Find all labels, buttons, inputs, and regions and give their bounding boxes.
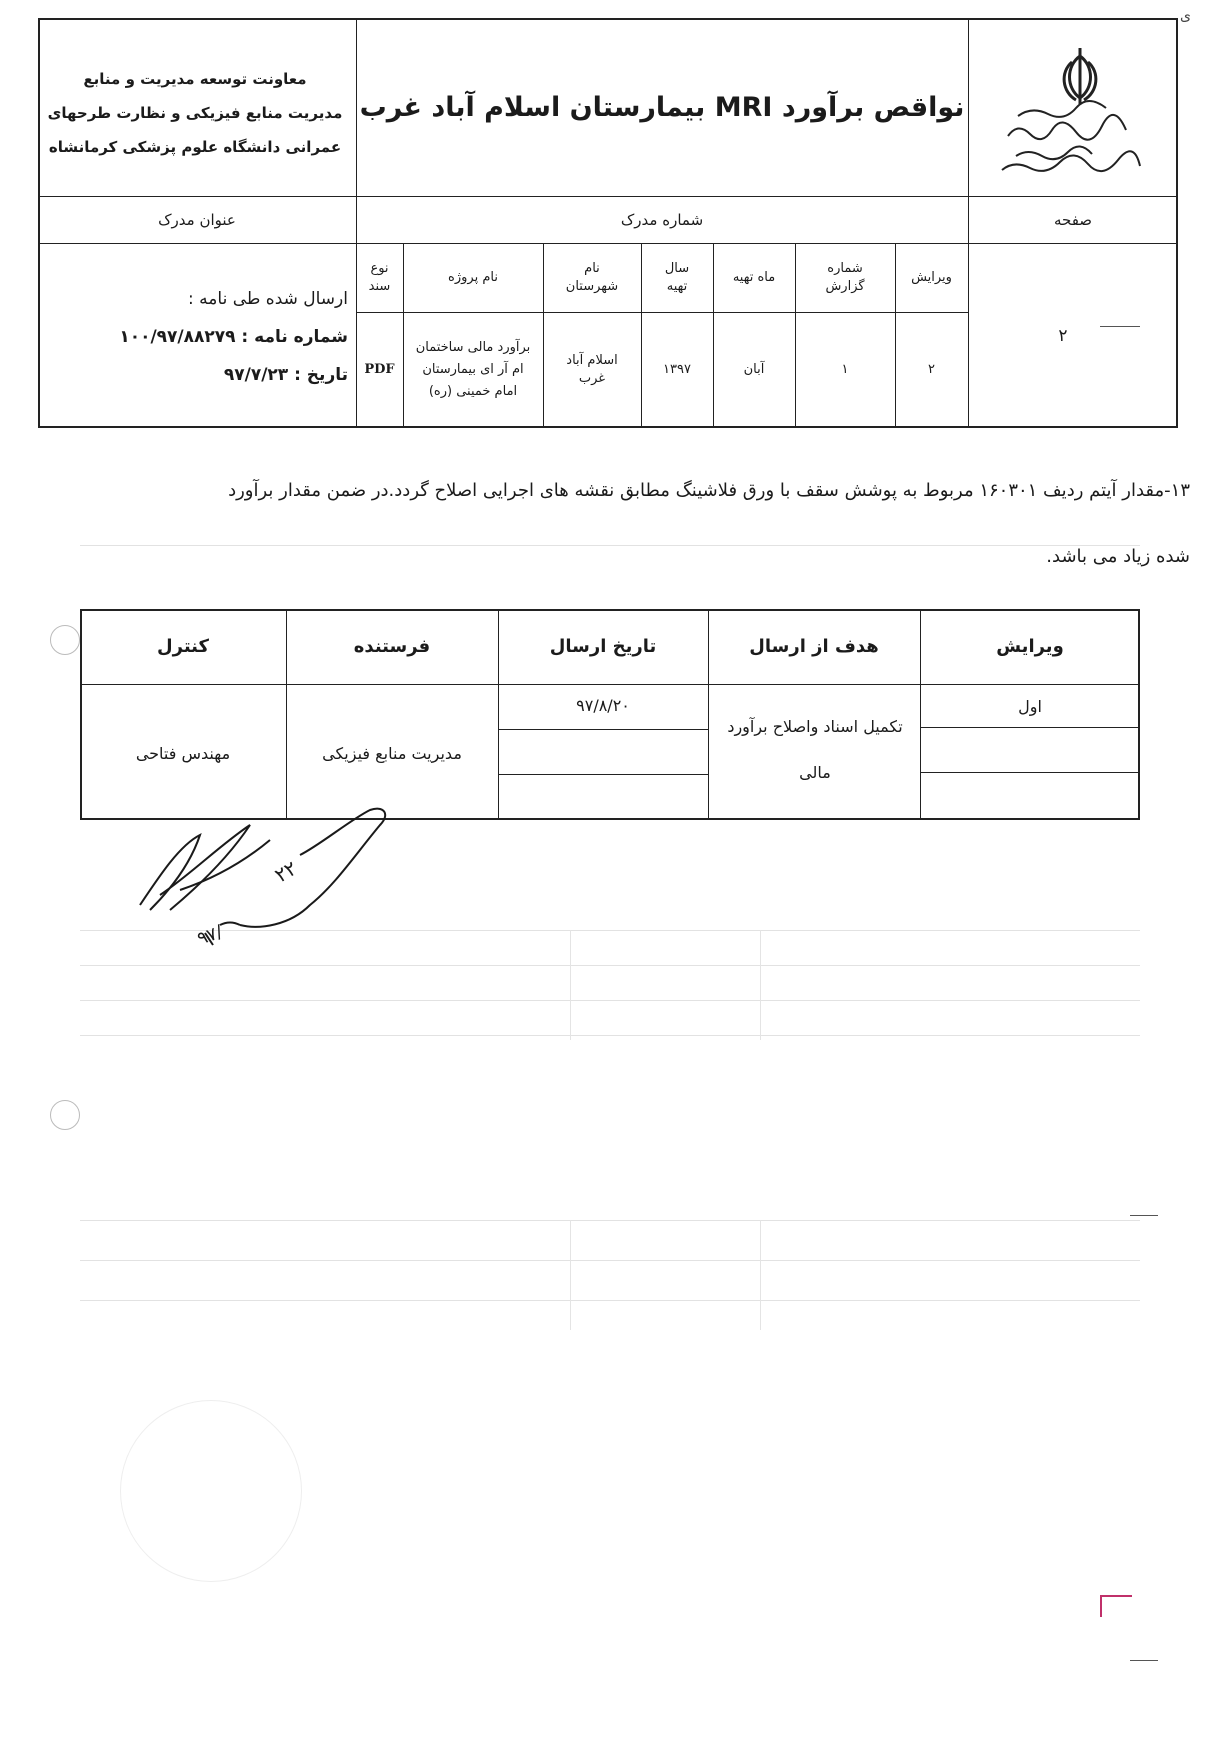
val-city: اسلام آباد غرب [566, 353, 618, 386]
bleed-vline [760, 1220, 761, 1330]
col-city: نام شهرستان [565, 260, 619, 294]
bleed-line [80, 1035, 1140, 1036]
bleed-line [80, 1000, 1140, 1001]
pen-dash [1130, 1215, 1158, 1216]
sender-value: مدیریت منابع فیزیکی [322, 743, 462, 763]
header-sender: فرستنده [353, 636, 431, 657]
sent-via-letter: ارسال شده طی نامه : [188, 289, 348, 309]
org-line-2: مدیریت منابع فیزیکی و نظارت طرحهای [47, 104, 343, 122]
send-date-value: ۹۷/۸/۲۰ [576, 695, 630, 715]
col-project: نام پروژه [448, 269, 498, 285]
defect-text-line-2: شده زیاد می باشد. [1046, 546, 1190, 567]
header-control: کنترل [157, 636, 209, 657]
header-purpose: هدف از ارسال [749, 636, 879, 657]
val-month: آبان [743, 362, 765, 377]
organization-block [40, 62, 350, 164]
bleed-line [80, 1260, 1140, 1261]
col-year: سال تهیه [664, 260, 690, 294]
doc-title-content [44, 280, 348, 394]
val-edition: ۲ [928, 362, 935, 377]
defect-text-line-1: ۱۳-مقدار آیتم ردیف ۱۶۰۳۰۱ مربوط به پوشش سقف با ورق فلاشینگ مطابق نقشه های اجرایی اصلاح گردد.در ضمن مقدار برآورد [228, 480, 1190, 501]
ministry-logo [968, 18, 1178, 196]
pen-dash [1100, 326, 1140, 327]
header-edition: ویرایش [996, 636, 1064, 657]
purpose-value: تکمیل اسناد واصلاح برآورد مالی [727, 717, 903, 782]
doc-title-label: عنوان مدرک [158, 210, 236, 229]
punch-hole [50, 625, 80, 655]
page-number-value: ۲ [1058, 325, 1068, 346]
val-project: برآورد مالی ساختمان ام آر ای بیمارستان امام خمینی (ره) [415, 340, 531, 399]
val-report-number: ۱ [841, 362, 849, 377]
val-year: ۱۳۹۷ [663, 362, 691, 377]
handwritten-note-b: ۹۷/ [194, 921, 226, 950]
stray-mark: ی [1180, 8, 1191, 24]
handwritten-signature [120, 805, 400, 975]
page-number [968, 243, 1178, 428]
document-title: نواقص برآورد MRI بیمارستان اسلام آباد غرب [359, 91, 965, 123]
doc-number-label: شماره مدرک [620, 210, 704, 229]
bleed-vline [760, 930, 761, 1040]
header-send-date: تاریخ ارسال [549, 636, 657, 657]
pen-dash [1130, 1660, 1158, 1661]
col-edition: ویرایش [911, 269, 952, 285]
val-doc-type: PDF [364, 362, 395, 377]
edition-value: اول [1018, 696, 1042, 716]
col-report-number: شماره گزارش [825, 260, 865, 294]
letter-date: تاریخ : ۹۷/۷/۲۳ [223, 365, 348, 385]
bleed-line [80, 1300, 1140, 1301]
handwritten-note-a: ۲۲ [270, 855, 302, 888]
punch-hole [50, 1100, 80, 1130]
col-month: ماه تهیه [732, 269, 776, 285]
pink-pen-mark [1100, 1595, 1132, 1617]
bleed-stamp [120, 1400, 302, 1582]
bleed-vline [570, 1220, 571, 1330]
bleed-vline [570, 930, 571, 1040]
org-line-3: عمرانی دانشگاه علوم پزشکی کرمانشاه [48, 138, 342, 156]
signature-icon [120, 805, 400, 975]
emblem-icon [968, 18, 1178, 196]
letter-number: شماره نامه : ۱۰۰/۹۷/۸۸۲۷۹ [119, 327, 348, 347]
bleed-line [80, 1220, 1140, 1221]
control-value: مهندس فتاحی [135, 743, 231, 763]
org-line-1: معاونت توسعه مدیریت و منابع [83, 70, 307, 88]
col-doc-type: نوع سند [368, 260, 391, 294]
defect-item-13 [60, 458, 1190, 590]
page-label: صفحه [1053, 210, 1093, 229]
